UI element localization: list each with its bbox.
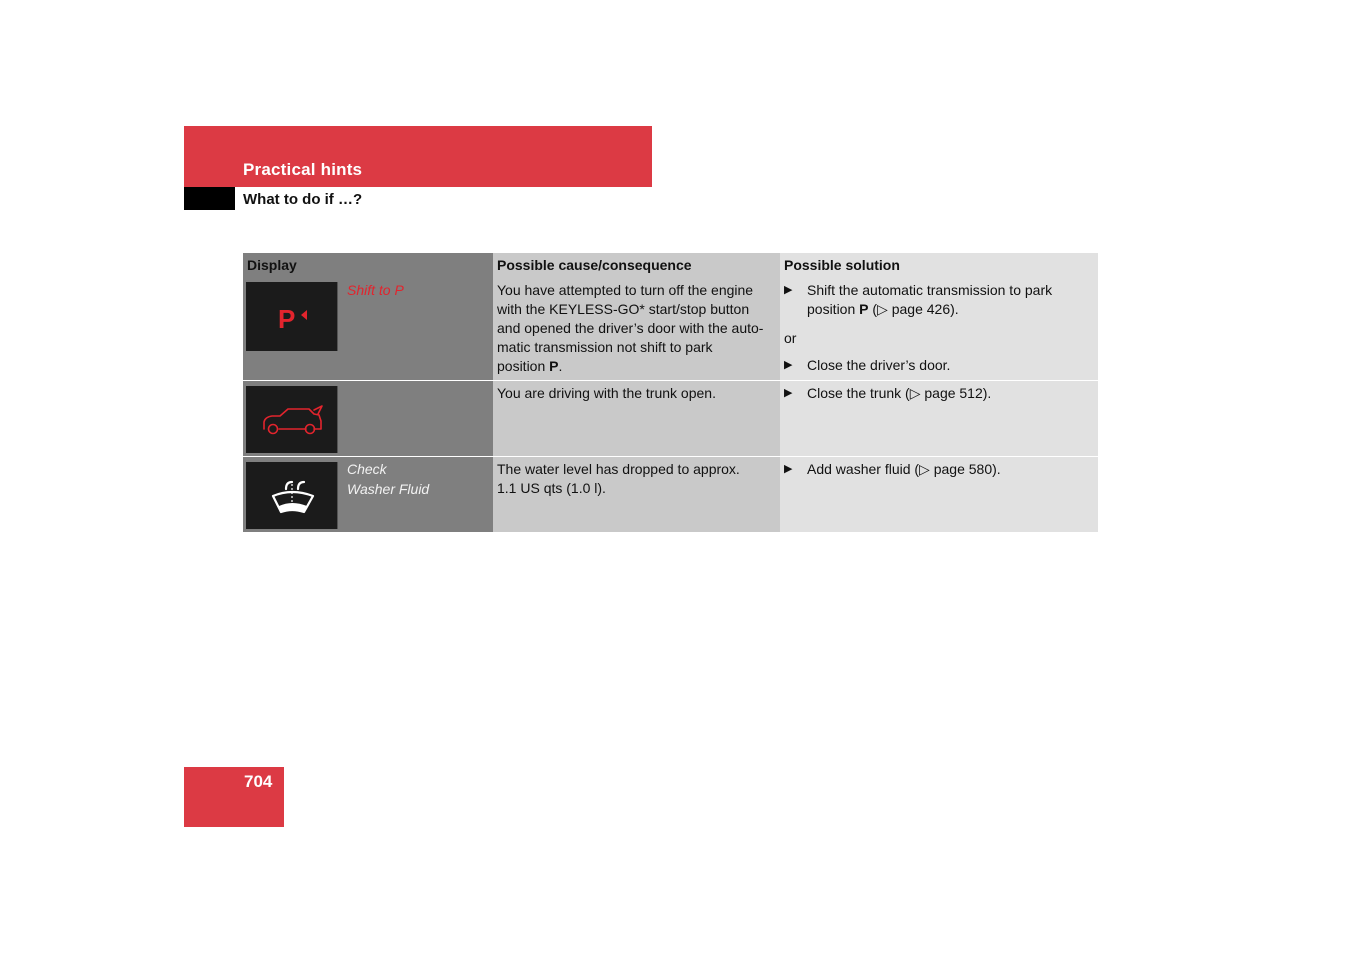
cause-line: with the KEYLESS-GO* start/stop button bbox=[497, 301, 750, 317]
solution-cell bbox=[780, 278, 1098, 380]
column-header-cause: Possible cause/consequence bbox=[493, 253, 780, 278]
cause-line bbox=[497, 357, 776, 376]
solution-step bbox=[784, 384, 1094, 403]
cause-text: You are driving with the trunk open. bbox=[497, 385, 716, 401]
table-row bbox=[243, 456, 1098, 532]
cause-line: matic transmission not shift to park bbox=[497, 339, 713, 355]
solution-step bbox=[784, 356, 1094, 375]
washer-fluid-icon bbox=[246, 462, 337, 529]
solution-cell bbox=[780, 381, 1098, 456]
solution-text: Shift the automatic transmission to park bbox=[807, 282, 1053, 298]
solution-text: position bbox=[807, 301, 860, 317]
display-message bbox=[347, 459, 429, 499]
bullet-arrow-icon: ▶ bbox=[784, 463, 793, 475]
car-trunk-open-icon bbox=[246, 386, 337, 453]
table-header-row bbox=[243, 253, 1098, 278]
solution-step bbox=[784, 281, 1094, 319]
cause-line: and opened the driver’s door with the auto- bbox=[497, 320, 764, 336]
display-message-line: Washer Fluid bbox=[347, 481, 430, 497]
solution-step bbox=[784, 460, 1094, 479]
table-row bbox=[243, 278, 1098, 380]
solution-page-ref: (▷ page 426). bbox=[868, 301, 959, 317]
column-header-solution: Possible solution bbox=[780, 253, 1098, 278]
solution-cell bbox=[780, 457, 1098, 532]
display-screen bbox=[246, 282, 338, 351]
cause-cell bbox=[493, 278, 780, 380]
section-tab-marker bbox=[184, 187, 235, 210]
cause-text: position bbox=[497, 358, 550, 374]
display-screen bbox=[246, 462, 338, 529]
cause-cell bbox=[493, 381, 780, 456]
solution-text: Close the driver’s door. bbox=[807, 357, 951, 373]
bullet-arrow-icon: ▶ bbox=[784, 284, 793, 296]
park-indicator-icon bbox=[246, 282, 337, 351]
page-number: 704 bbox=[244, 772, 273, 791]
cause-bold: P bbox=[549, 358, 559, 374]
or-separator: or bbox=[784, 330, 797, 346]
solution-bold: P bbox=[859, 301, 869, 317]
troubleshooting-table bbox=[243, 253, 1098, 532]
display-message-line: Check bbox=[347, 461, 387, 477]
solution-text-line bbox=[807, 300, 1052, 319]
bullet-arrow-icon: ▶ bbox=[784, 387, 793, 399]
bullet-arrow-icon: ▶ bbox=[784, 359, 793, 371]
cause-line: You have attempted to turn off the engine bbox=[497, 282, 754, 298]
section-title: Practical hints bbox=[243, 160, 363, 179]
svg-text:P: P bbox=[278, 304, 296, 334]
solution-text: Add washer fluid (▷ page 580). bbox=[807, 461, 1001, 477]
table-row bbox=[243, 380, 1098, 456]
display-message: Shift to P bbox=[347, 282, 404, 298]
solution-text: Close the trunk (▷ page 512). bbox=[807, 385, 992, 401]
display-cell bbox=[243, 278, 493, 380]
subsection-title: What to do if …? bbox=[243, 191, 363, 208]
display-screen bbox=[246, 386, 338, 453]
cause-line: 1.1 US qts (1.0 l). bbox=[497, 480, 606, 496]
display-cell bbox=[243, 457, 493, 532]
cause-line: The water level has dropped to approx. bbox=[497, 461, 740, 477]
cause-text: . bbox=[558, 358, 563, 374]
cause-cell bbox=[493, 457, 780, 532]
column-header-display: Display bbox=[243, 253, 493, 278]
display-cell bbox=[243, 381, 493, 456]
